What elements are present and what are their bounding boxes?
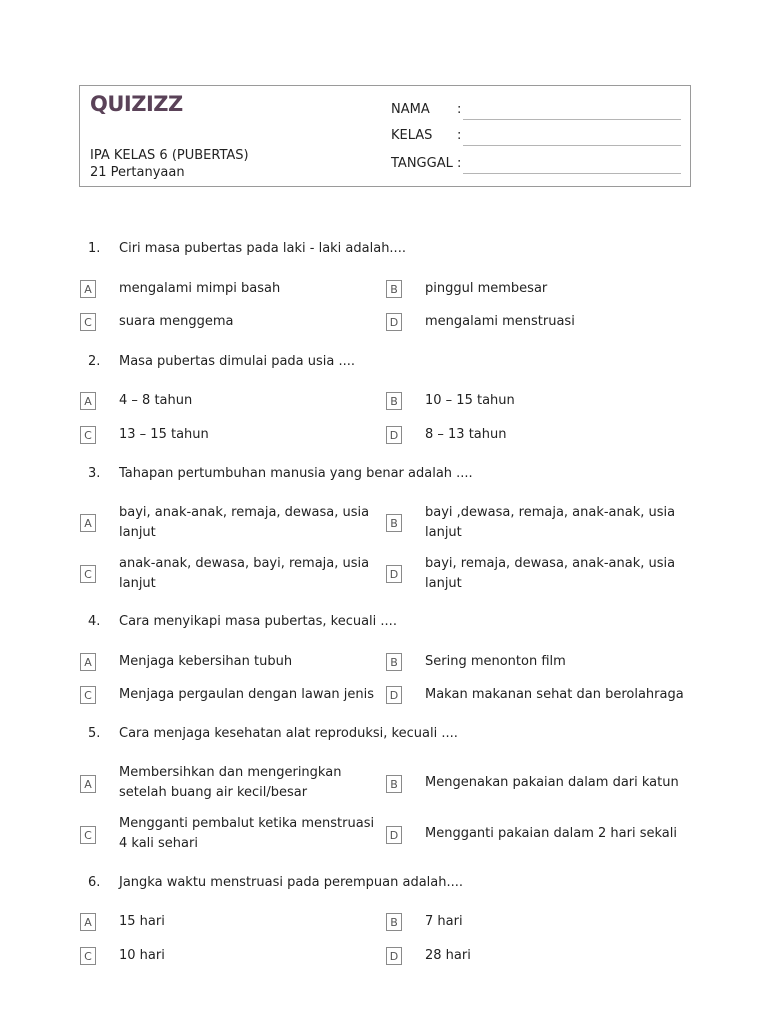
name-line[interactable] (463, 119, 681, 120)
option-text: Makan makanan sehat dan berolahraga (425, 687, 684, 702)
name-field (391, 102, 463, 117)
option-text: bayi, anak-anak, remaja, dewasa, usia lanjut (119, 505, 370, 540)
question-text: Cara menyikapi masa pubertas, kecuali .... (119, 614, 397, 629)
class-label: KELAS (391, 128, 433, 143)
option-badge-d[interactable]: D (386, 426, 402, 444)
option-badge-d[interactable]: D (386, 686, 402, 704)
question-number: 1. (88, 241, 101, 256)
option-badge-c[interactable]: C (80, 947, 96, 965)
option-text: 10 hari (119, 948, 165, 963)
option-text: Menjaga pergaulan dengan lawan jenis (119, 687, 375, 702)
option-badge-a[interactable]: A (80, 514, 96, 532)
class-line[interactable] (463, 145, 681, 146)
option-text: bayi ,dewasa, remaja, anak-anak, usia lanjut (425, 505, 676, 540)
option-text: Mengganti pakaian dalam 2 hari sekali (425, 826, 677, 841)
date-label: TANGGAL (391, 156, 453, 171)
option-text: Menjaga kebersihan tubuh (119, 654, 293, 669)
option-badge-b[interactable]: B (386, 913, 402, 931)
option-text: anak-anak, dewasa, bayi, remaja, usia lanjut (119, 556, 370, 591)
option-badge-b[interactable]: B (386, 775, 402, 793)
option-badge-a[interactable]: A (80, 775, 96, 793)
option-text: 4 – 8 tahun (119, 393, 193, 408)
option-badge-c[interactable]: C (80, 826, 96, 844)
date-field (391, 156, 463, 171)
option-text: mengalami menstruasi (425, 314, 575, 329)
worksheet-header (79, 85, 691, 187)
option-text: 13 – 15 tahun (119, 427, 209, 442)
question-number: 6. (88, 875, 101, 890)
option-badge-d[interactable]: D (386, 565, 402, 583)
option-badge-c[interactable]: C (80, 565, 96, 583)
option-badge-c[interactable]: C (80, 313, 96, 331)
option-badge-d[interactable]: D (386, 826, 402, 844)
question-text: Jangka waktu menstruasi pada perempuan adalah.... (119, 875, 464, 890)
option-text: 15 hari (119, 914, 165, 929)
question-number: 5. (88, 726, 101, 741)
option-badge-b[interactable]: B (386, 514, 402, 532)
option-badge-b[interactable]: B (386, 653, 402, 671)
class-colon: : (457, 128, 462, 143)
option-badge-c[interactable]: C (80, 686, 96, 704)
option-text: 28 hari (425, 948, 471, 963)
question-text: Tahapan pertumbuhan manusia yang benar adalah .... (119, 466, 473, 481)
question-number: 2. (88, 354, 101, 369)
option-text: Mengenakan pakaian dalam dari katun (425, 775, 679, 790)
option-badge-a[interactable]: A (80, 913, 96, 931)
question-text: Ciri masa pubertas pada laki - laki adalah.... (119, 241, 406, 256)
option-badge-a[interactable]: A (80, 392, 96, 410)
option-text: pinggul membesar (425, 281, 548, 296)
option-badge-c[interactable]: C (80, 426, 96, 444)
question-count: 21 Pertanyaan (90, 165, 185, 180)
question-number: 3. (88, 466, 101, 481)
option-badge-a[interactable]: A (80, 280, 96, 298)
option-text: Membersihkan dan mengeringkan setelah buang air kecil/besar (119, 765, 342, 800)
date-line[interactable] (463, 173, 681, 174)
option-badge-d[interactable]: D (386, 313, 402, 331)
option-text: mengalami mimpi basah (119, 281, 281, 296)
option-badge-a[interactable]: A (80, 653, 96, 671)
option-text: 8 – 13 tahun (425, 427, 507, 442)
class-field (391, 128, 463, 143)
question-number: 4. (88, 614, 101, 629)
option-text: suara menggema (119, 314, 234, 329)
quizizz-logo: QUIZIZZ (90, 92, 183, 116)
date-colon: : (457, 156, 462, 171)
question-text: Masa pubertas dimulai pada usia .... (119, 354, 356, 369)
option-text: 7 hari (425, 914, 463, 929)
quiz-title: IPA KELAS 6 (PUBERTAS) (90, 148, 249, 163)
option-text: Sering menonton film (425, 654, 566, 669)
question-text: Cara menjaga kesehatan alat reproduksi, kecuali .... (119, 726, 458, 741)
name-colon: : (457, 102, 462, 117)
name-label: NAMA (391, 102, 430, 117)
option-badge-b[interactable]: B (386, 280, 402, 298)
option-text: Mengganti pembalut ketika menstruasi 4 kali sehari (119, 816, 375, 851)
option-badge-b[interactable]: B (386, 392, 402, 410)
option-badge-d[interactable]: D (386, 947, 402, 965)
option-text: 10 – 15 tahun (425, 393, 515, 408)
option-text: bayi, remaja, dewasa, anak-anak, usia lanjut (425, 556, 676, 591)
